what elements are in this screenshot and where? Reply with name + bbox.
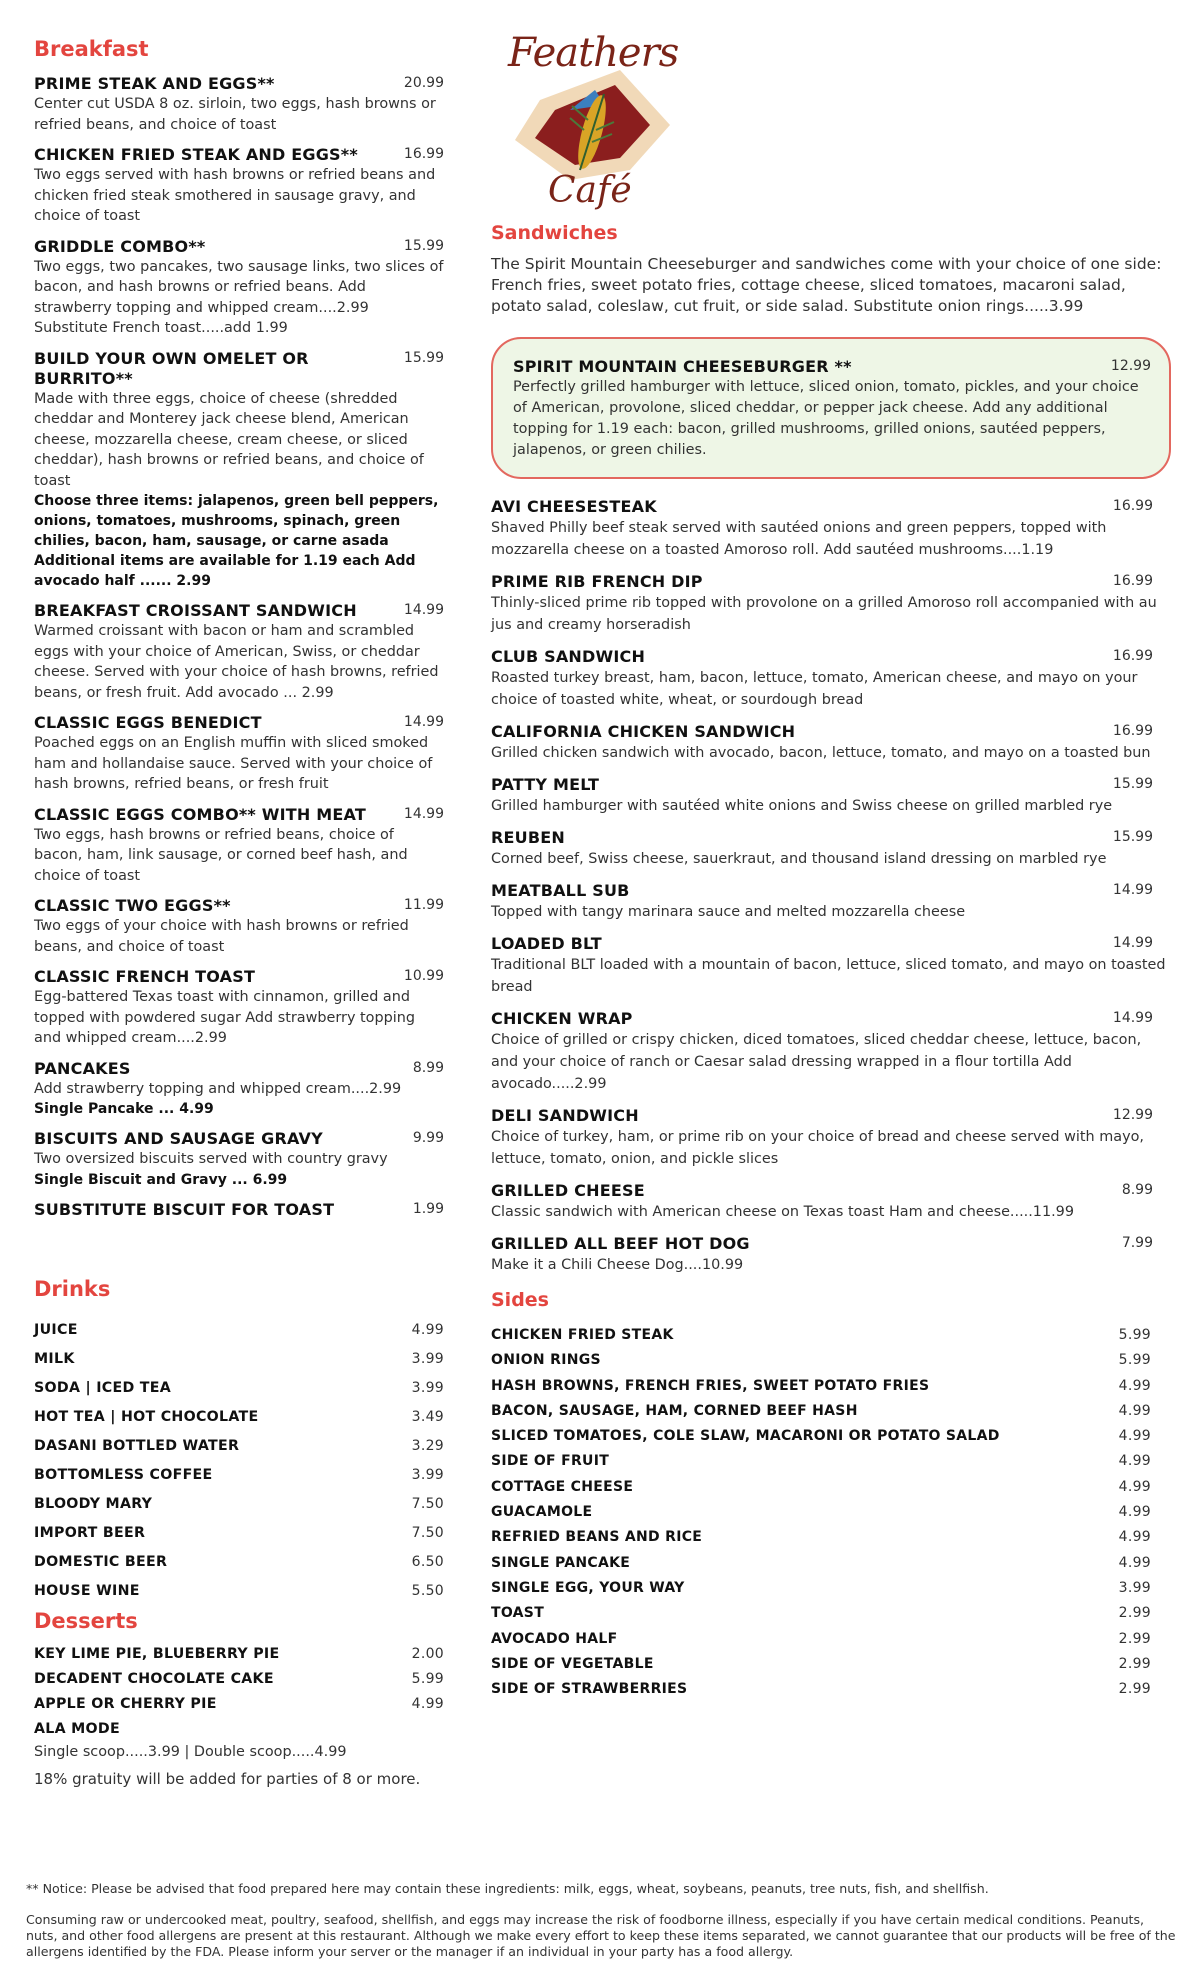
list-item-name: TOAST xyxy=(491,1605,545,1622)
ala-mode-scoops: Single scoop.....3.99 | Double scoop.....4.99 xyxy=(34,1743,347,1760)
item-price: 16.99 xyxy=(1112,498,1153,514)
list-item xyxy=(34,1717,444,1742)
list-item-price: 2.99 xyxy=(1118,1630,1151,1647)
item-name: PRIME RIB FRENCH DIP xyxy=(491,572,703,591)
menu-item xyxy=(491,1234,1171,1276)
list-item xyxy=(491,1323,1171,1348)
list-item xyxy=(34,1432,444,1461)
list-item-price: 2.00 xyxy=(411,1645,444,1662)
list-item xyxy=(34,1692,444,1717)
list-item-price: 5.99 xyxy=(1118,1352,1151,1369)
menu-item xyxy=(491,497,1171,561)
list-item xyxy=(491,1348,1171,1373)
featured-item-desc: Perfectly grilled hamburger with lettuce, sliced onion, tomato, pickles, and your choice of American, provolone, sliced cheddar, or pepper jack cheese. Add any additional topping for 1.19 each: bacon, grilled mushrooms, grilled onions, sautéed peppers, jalapenos, or green chilies. xyxy=(513,379,1139,458)
item-price: 14.99 xyxy=(1112,935,1153,951)
list-item-price: 4.99 xyxy=(1118,1554,1151,1571)
item-description: Classic sandwich with American cheese on Texas toast Ham and cheese.....11.99 xyxy=(491,1204,1074,1220)
sides-title: Sides xyxy=(491,1289,549,1311)
item-description: Two oversized biscuits served with country gravy xyxy=(34,1151,388,1167)
menu-item xyxy=(491,934,1171,998)
item-price: 8.99 xyxy=(1121,1182,1153,1198)
list-item-price: 7.50 xyxy=(411,1524,444,1541)
list-item-price: 6.50 xyxy=(411,1553,444,1570)
logo-text-top: Feathers xyxy=(508,30,679,76)
item-name: DELI SANDWICH xyxy=(491,1106,639,1125)
item-name: CLASSIC TWO EGGS** xyxy=(34,896,231,915)
list-item-name: COTTAGE CHEESE xyxy=(491,1478,634,1495)
item-description: Grilled chicken sandwich with avocado, bacon, lettuce, tomato, and mayo on a toasted bun xyxy=(491,745,1151,761)
list-item-name: CHICKEN FRIED STEAK xyxy=(491,1327,674,1343)
list-item-name: BLOODY MARY xyxy=(34,1495,153,1512)
list-item-name: HOT TEA | HOT CHOCOLATE xyxy=(34,1408,259,1425)
item-description: Center cut USDA 8 oz. sirloin, two eggs, hash browns or refried beans, and choice of toast xyxy=(34,96,436,133)
item-name: LOADED BLT xyxy=(491,934,602,953)
list-item-name: DECADENT CHOCOLATE CAKE xyxy=(34,1670,274,1687)
menu-item xyxy=(34,896,444,957)
list-item-name: KEY LIME PIE, BLUEBERRY PIE xyxy=(34,1645,280,1662)
logo-text-bottom: Café xyxy=(548,170,632,211)
item-price: 14.99 xyxy=(403,714,444,730)
list-item xyxy=(34,1403,444,1432)
item-description: Make it a Chili Cheese Dog....10.99 xyxy=(491,1257,744,1273)
breakfast-list xyxy=(34,74,444,1220)
item-price: 15.99 xyxy=(403,349,444,366)
item-name: MEATBALL SUB xyxy=(491,881,630,900)
item-name: CLASSIC EGGS COMBO** WITH MEAT xyxy=(34,804,366,824)
item-description: Two eggs served with hash browns or refried beans and chicken fried steak smothered in sausage gravy, and choice of toast xyxy=(34,167,436,224)
list-item-name: SINGLE PANCAKE xyxy=(491,1554,631,1571)
item-price: 7.99 xyxy=(1121,1235,1153,1251)
item-description: Corned beef, Swiss cheese, sauerkraut, and thousand island dressing on marbled rye xyxy=(491,851,1107,867)
list-item-price: 5.99 xyxy=(411,1670,444,1687)
item-price: 1.99 xyxy=(412,1200,444,1217)
item-name: CLASSIC EGGS BENEDICT xyxy=(34,713,262,732)
item-description: Made with three eggs, choice of cheese (shredded cheddar and Monterey jack cheese blend, American cheese, mozzarella cheese, cream cheese, or sliced cheddar), hash browns or refried beans, and choice of toast xyxy=(34,390,424,489)
list-item-name: DASANI BOTTLED WATER xyxy=(34,1437,240,1454)
list-item-price: 4.99 xyxy=(1118,1529,1151,1546)
item-price: 14.99 xyxy=(1112,1010,1153,1026)
desserts-list xyxy=(34,1642,444,1742)
item-description: Two eggs, two pancakes, two sausage links, two slices of bacon, and hash browns or refried beans. Add strawberry topping and whipped cream....2.99 Substitute French toast.....add 1.99 xyxy=(34,258,444,336)
featured-item xyxy=(513,357,1151,461)
list-item xyxy=(491,1525,1171,1550)
menu-item xyxy=(34,237,444,339)
item-description: Poached eggs on an English muffin with sliced smoked ham and hollandaise sauce. Served with your choice of hash browns, refried beans, or fresh fruit xyxy=(34,735,433,792)
list-item-name: GUACAMOLE xyxy=(491,1504,593,1521)
list-item xyxy=(491,1627,1171,1652)
menu-item xyxy=(34,1059,444,1120)
item-description: Traditional BLT loaded with a mountain of bacon, lettuce, sliced tomato, and mayo on toasted bread xyxy=(491,957,1166,995)
item-price: 12.99 xyxy=(1112,1107,1153,1123)
list-item-name: REFRIED BEANS AND RICE xyxy=(491,1529,703,1546)
item-name: SUBSTITUTE BISCUIT FOR TOAST xyxy=(34,1199,335,1219)
item-name: BISCUITS AND SAUSAGE GRAVY xyxy=(34,1129,323,1148)
item-description: Shaved Philly beef steak served with sautéed onions and green peppers, topped with mozzarella cheese on a toasted Amoroso roll. Add sautéed mushrooms....1.19 xyxy=(491,520,1107,558)
list-item xyxy=(34,1548,444,1577)
list-item xyxy=(491,1576,1171,1601)
list-item-name: ALA MODE xyxy=(34,1720,120,1737)
list-item-name: HOUSE WINE xyxy=(34,1582,140,1599)
item-extra: Single Biscuit and Gravy ... 6.99 xyxy=(34,1171,288,1188)
list-item-name: HASH BROWNS, FRENCH FRIES, SWEET POTATO FRIES xyxy=(491,1377,930,1394)
menu-item xyxy=(491,572,1171,636)
item-description: Add strawberry topping and whipped cream....2.99 xyxy=(34,1080,402,1097)
drinks-list xyxy=(34,1316,444,1606)
list-item xyxy=(34,1577,444,1606)
list-item-price: 3.99 xyxy=(411,1350,444,1367)
left-column xyxy=(34,36,444,1790)
list-item xyxy=(491,1601,1171,1626)
sandwich-list xyxy=(491,497,1171,1276)
item-name: AVI CHEESESTEAK xyxy=(491,497,657,516)
list-item xyxy=(491,1500,1171,1525)
sandwiches-title: Sandwiches xyxy=(491,222,618,244)
menu-item xyxy=(491,881,1171,923)
list-item xyxy=(34,1667,444,1692)
list-item-price: 4.99 xyxy=(411,1321,444,1338)
menu-item xyxy=(34,967,444,1049)
menu-item xyxy=(34,1129,444,1190)
list-item-price: 3.99 xyxy=(1118,1579,1151,1596)
menu-item xyxy=(34,145,444,227)
allergen-notice: ** Notice: Please be advised that food prepared here may contain these ingredients: milk, eggs, wheat, soybeans, peanuts, tree nuts, fish, and shellfish. xyxy=(26,1881,989,1896)
list-item xyxy=(491,1677,1171,1702)
menu-item xyxy=(491,828,1171,870)
item-price: 16.99 xyxy=(1112,573,1153,589)
list-item-name: SIDE OF STRAWBERRIES xyxy=(491,1681,688,1698)
list-item-price: 4.99 xyxy=(1118,1478,1151,1495)
list-item-price: 4.99 xyxy=(1118,1377,1151,1394)
desserts-title: Desserts xyxy=(34,1608,138,1633)
item-description: Grilled hamburger with sautéed white onions and Swiss cheese on grilled marbled rye xyxy=(491,798,1113,814)
item-description: Topped with tangy marinara sauce and melted mozzarella cheese xyxy=(491,904,966,920)
list-item-price: 7.50 xyxy=(411,1495,444,1512)
list-item xyxy=(491,1424,1171,1449)
menu-item xyxy=(491,722,1171,764)
list-item-price: 3.99 xyxy=(411,1466,444,1483)
list-item-name: SIDE OF VEGETABLE xyxy=(491,1655,654,1672)
menu-item xyxy=(491,647,1171,711)
item-name: REUBEN xyxy=(491,828,565,847)
menu-item xyxy=(34,1200,444,1220)
list-item-name: DOMESTIC BEER xyxy=(34,1553,168,1570)
item-description: Two eggs, hash browns or refried beans, choice of bacon, ham, link sausage, or corned beef hash, and choice of toast xyxy=(34,826,408,884)
item-name: PATTY MELT xyxy=(491,775,600,794)
list-item-name: SINGLE EGG, YOUR WAY xyxy=(491,1579,685,1596)
sandwiches-intro: The Spirit Mountain Cheeseburger and sandwiches come with your choice of one side: French fries, sweet potato fries, cottage cheese, sliced tomatoes, macaroni salad, potato salad, coleslaw, cut fruit, or side salad. Substitute onion rings.....3.99 xyxy=(491,255,1162,315)
list-item-name: SIDE OF FRUIT xyxy=(491,1453,610,1470)
list-item xyxy=(34,1461,444,1490)
item-name: CLUB SANDWICH xyxy=(491,647,646,666)
list-item-name: APPLE OR CHERRY PIE xyxy=(34,1695,217,1712)
breakfast-title: Breakfast xyxy=(34,37,149,61)
list-item xyxy=(491,1374,1171,1399)
list-item-price: 3.49 xyxy=(411,1408,444,1425)
item-name: PRIME STEAK AND EGGS** xyxy=(34,74,275,93)
item-description: Choice of grilled or crispy chicken, diced tomatoes, sliced cheddar cheese, lettuce, bacon, and your choice of ranch or Caesar salad dressing wrapped in a flour tortilla Add avocado.....2.99 xyxy=(491,1032,1142,1092)
item-name: CLASSIC FRENCH TOAST xyxy=(34,967,256,986)
item-name: GRILLED CHEESE xyxy=(491,1181,645,1200)
item-price: 15.99 xyxy=(1112,829,1153,845)
list-item-name: SODA | ICED TEA xyxy=(34,1379,172,1396)
list-item xyxy=(34,1519,444,1548)
item-description: Egg-battered Texas toast with cinnamon, grilled and topped with powdered sugar Add strawberry topping and whipped cream....2.99 xyxy=(34,989,416,1046)
list-item-price: 4.99 xyxy=(1118,1402,1151,1419)
list-item-name: BACON, SAUSAGE, HAM, CORNED BEEF HASH xyxy=(491,1402,858,1419)
item-price: 14.99 xyxy=(403,602,444,618)
item-description: Choice of turkey, ham, or prime rib on your choice of bread and cheese served with mayo, lettuce, tomato, onion, and pickle slices xyxy=(491,1129,1144,1167)
list-item-name: JUICE xyxy=(34,1321,78,1338)
menu-item xyxy=(34,74,444,135)
list-item xyxy=(491,1551,1171,1576)
item-price: 14.99 xyxy=(1112,882,1153,898)
item-price: 15.99 xyxy=(403,237,444,254)
item-name: CHICKEN FRIED STEAK AND EGGS** xyxy=(34,145,358,164)
item-extra: Single Pancake ... 4.99 xyxy=(34,1101,214,1117)
list-item xyxy=(34,1374,444,1403)
list-item-price: 2.99 xyxy=(1118,1655,1151,1672)
list-item xyxy=(491,1652,1171,1677)
item-description: Warmed croissant with bacon or ham and scrambled eggs with your choice of American, Swiss, or cheddar cheese. Served with your choice of hash browns, refried beans, or fresh fruit. Add avocado ... 2.99 xyxy=(34,623,439,701)
list-item-name: BOTTOMLESS COFFEE xyxy=(34,1466,213,1483)
menu-item xyxy=(491,1009,1171,1095)
featured-item-price: 12.99 xyxy=(1110,358,1151,374)
menu-item xyxy=(34,349,444,592)
list-item-price: 3.29 xyxy=(411,1437,444,1454)
drinks-title: Drinks xyxy=(34,1276,111,1301)
menu-item xyxy=(34,805,444,887)
item-price: 20.99 xyxy=(403,75,444,91)
menu-item xyxy=(34,601,444,703)
list-item-price: 5.50 xyxy=(411,1582,444,1599)
item-price: 16.99 xyxy=(1112,648,1153,664)
list-item-price: 5.99 xyxy=(1118,1327,1151,1343)
item-name: BUILD YOUR OWN OMELET OR BURRITO** xyxy=(34,348,309,388)
menu-item xyxy=(34,713,444,795)
list-item-name: AVOCADO HALF xyxy=(491,1630,618,1647)
list-item-price: 2.99 xyxy=(1118,1605,1151,1622)
item-price: 15.99 xyxy=(1112,776,1153,792)
list-item-name: ONION RINGS xyxy=(491,1352,601,1369)
item-name: CHICKEN WRAP xyxy=(491,1009,633,1028)
menu-item xyxy=(491,1106,1171,1170)
menu-item xyxy=(491,1181,1171,1223)
list-item xyxy=(34,1345,444,1374)
item-name: GRILLED ALL BEEF HOT DOG xyxy=(491,1234,750,1253)
item-description: Roasted turkey breast, ham, bacon, lettuce, tomato, American cheese, and mayo on your choice of toasted white, wheat, or sourdough bread xyxy=(491,670,1138,708)
list-item-price: 4.99 xyxy=(1118,1504,1151,1521)
list-item xyxy=(34,1490,444,1519)
list-item-price: 4.99 xyxy=(1118,1453,1151,1470)
gratuity-note: 18% gratuity will be added for parties of 8 or more. xyxy=(34,1769,421,1788)
item-price: 11.99 xyxy=(403,897,444,913)
consumption-warning: Consuming raw or undercooked meat, poultry, seafood, shellfish, and eggs may increase the risk of foodborne illness, especially if you have certain medical conditions. Peanuts, nuts, and other food allergens are present at this restaurant. Although we make every effort to keep these items separated, we cannot guarantee that our products will be free of the allergens identified by the FDA. Please inform your server or the manager if an individual in your party has a food allergy. xyxy=(26,1912,1176,1959)
list-item-price: 2.99 xyxy=(1118,1681,1151,1698)
item-description: Thinly-sliced prime rib topped with provolone on a grilled Amoroso roll accompanied with au jus and creamy horseradish xyxy=(491,595,1157,633)
list-item xyxy=(34,1642,444,1667)
item-name: PANCAKES xyxy=(34,1058,131,1078)
sides-list xyxy=(491,1323,1171,1702)
item-name: GRIDDLE COMBO** xyxy=(34,236,206,256)
item-price: 16.99 xyxy=(403,146,444,162)
list-item-price: 4.99 xyxy=(411,1695,444,1712)
item-price: 8.99 xyxy=(412,1059,444,1076)
list-item xyxy=(491,1449,1171,1474)
list-item xyxy=(491,1475,1171,1500)
list-item xyxy=(34,1316,444,1345)
featured-item-name: SPIRIT MOUNTAIN CHEESEBURGER ** xyxy=(513,357,852,376)
menu-item xyxy=(491,775,1171,817)
item-name: BREAKFAST CROISSANT SANDWICH xyxy=(34,601,357,620)
list-item-name: SLICED TOMATOES, COLE SLAW, MACARONI OR POTATO SALAD xyxy=(491,1428,1000,1445)
item-price: 14.99 xyxy=(403,805,444,822)
item-extra: Choose three items: jalapenos, green bell peppers, onions, tomatoes, mushrooms, spinach, green chilies, bacon, ham, sausage, or carne asada Additional items are available for 1.19 each Add avocado half ...... 2.99 xyxy=(34,493,439,589)
item-price: 10.99 xyxy=(403,968,444,984)
item-price: 16.99 xyxy=(1112,723,1153,739)
item-name: CALIFORNIA CHICKEN SANDWICH xyxy=(491,722,796,741)
item-description: Two eggs of your choice with hash browns or refried beans, and choice of toast xyxy=(34,918,409,955)
right-column xyxy=(491,36,1171,1702)
list-item xyxy=(491,1399,1171,1424)
item-price: 9.99 xyxy=(412,1130,444,1146)
list-item-name: MILK xyxy=(34,1350,75,1367)
featured-cheeseburger-box xyxy=(491,337,1171,479)
list-item-price: 4.99 xyxy=(1118,1428,1151,1445)
list-item-price: 3.99 xyxy=(411,1379,444,1396)
list-item-name: IMPORT BEER xyxy=(34,1524,146,1541)
